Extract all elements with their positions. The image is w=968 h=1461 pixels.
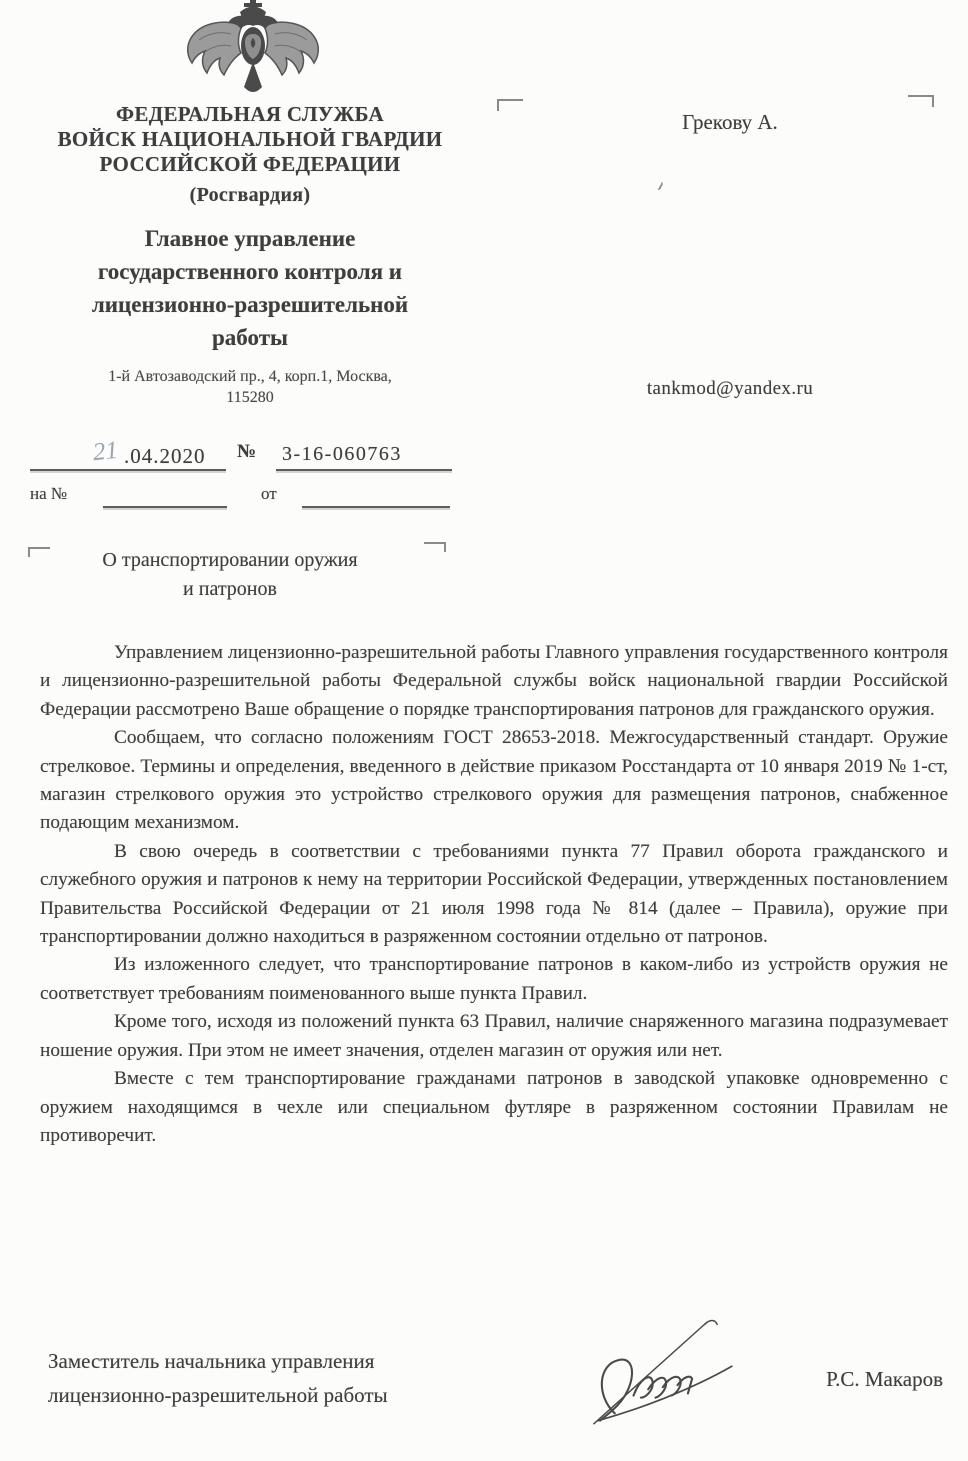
postal-address [28, 366, 472, 408]
division-line: лицензионно-разрешительной [91, 292, 409, 317]
signer-position [48, 1344, 518, 1412]
incoming-ref-underline [103, 506, 227, 508]
letter-body [40, 639, 948, 1150]
handwritten-signature [583, 1314, 751, 1429]
letter-date: .04.2020 [124, 444, 206, 468]
body-paragraph: Управлением лицензионно-разрешительной работы Главного управления государственного контроля и лицензионно-разрешительной работы Федеральной службы войск национальной гвардии Российской Федерации рассмотрено Ваше обращение о порядке транспортирования патронов для гражданского оружия. [40, 642, 948, 720]
incoming-date-label: от [261, 484, 277, 503]
address-line: 115280 [226, 389, 274, 406]
body-paragraph: Кроме того, исходя из положений пункта 63 Правил, наличие снаряженного магазина подразумевает ношение оружия. При этом не имеет значения, отделен магазин от оружия или нет. [40, 1011, 948, 1061]
org-line: РОССИЙСКОЙ ФЕДЕРАЦИИ [99, 152, 401, 176]
division-line: Главное управление [144, 226, 356, 251]
org-short-name: (Росгвардия) [189, 184, 311, 206]
signer-name: Р.С. Макаров [826, 1367, 943, 1391]
division-line: работы [212, 325, 288, 350]
org-name-block [28, 102, 472, 208]
body-paragraph: Вместе с тем транспортирование гражданами патронов в заводской упаковке одновременно с оружием находящимся в чехле или специальном футляре в разряженном состоянии Правилам не противоречит. [40, 1068, 948, 1146]
body-paragraph: Из изложенного следует, что транспортирование патронов в каком-либо из устройств оружия не соответствует требованиям поименованного выше пункта Правил. [40, 954, 948, 1004]
subject-line: О транспортировании оружия [102, 549, 358, 571]
rosgvardiya-eagle-emblem-icon [183, 0, 323, 100]
org-line: ФЕДЕРАЛЬНАЯ СЛУЖБА [116, 102, 384, 126]
date-underline [30, 469, 226, 471]
number-sign: № [237, 441, 257, 462]
position-line: лицензионно-разрешительной работы [48, 1383, 388, 1407]
subject-corner-mark-right [424, 542, 446, 552]
body-paragraph: В свою очередь в соответствии с требованиями пункта 77 Правил оборота гражданского и служебного оружия и патронов к нему на территории Российской Федерации, утвержденных постановлением Правительства Российской Федерации от 21 июля 1998 года № 814 (далее – Правила), оружие при транспортировании должно находиться в разряженном состоянии отдельно от патронов. [40, 840, 948, 948]
subject-block [55, 546, 405, 604]
division-name-block [28, 222, 472, 354]
addressee-email: tankmod@yandex.ru [646, 378, 814, 399]
org-line: ВОЙСК НАЦИОНАЛЬНОЙ ГВАРДИИ [57, 127, 443, 151]
incoming-date-underline [302, 506, 450, 508]
body-paragraph: Сообщаем, что согласно положениям ГОСТ 28653-2018. Межгосударственный стандарт. Оружие стрелковое. Термины и определения, введенного в действие приказом Росстандарта от 10 января 2019 № 1-ст, магазин стрелкового оружия это устройство стрелкового оружия для размещения патронов, снабженное подающим механизмом. [40, 727, 948, 834]
handwritten-day: 21 [91, 436, 120, 467]
number-underline [276, 469, 452, 471]
addressee-corner-mark-right [908, 95, 934, 107]
scan-speck [654, 180, 664, 191]
incoming-ref-label: на № [30, 484, 68, 503]
subject-corner-mark-left [28, 547, 50, 557]
position-line: Заместитель начальника управления [48, 1349, 375, 1373]
address-line: 1-й Автозаводский пр., 4, корп.1, Москва, [108, 368, 392, 385]
division-line: государственного контроля и [97, 259, 403, 284]
addressee-name: Грекову А. [682, 110, 778, 134]
outgoing-number: 3-16-060763 [282, 443, 402, 465]
addressee-corner-mark-left [497, 99, 523, 111]
subject-line: и патронов [183, 578, 277, 600]
